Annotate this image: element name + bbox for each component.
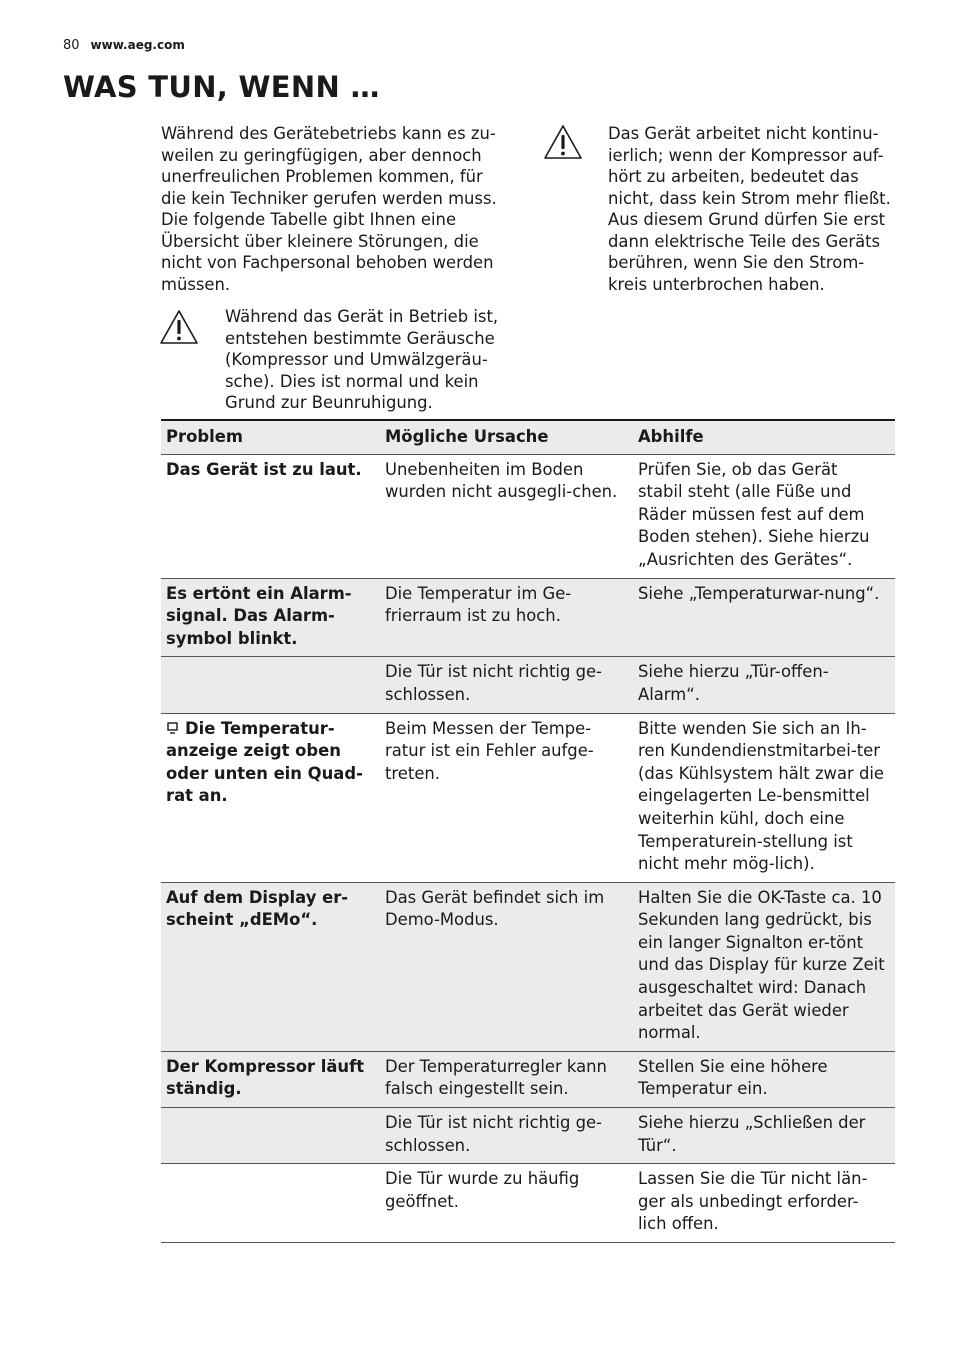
warning-triangle-icon bbox=[543, 124, 583, 160]
column-header-cause: Mögliche Ursache bbox=[380, 420, 633, 454]
cause-cell: Der Temperaturregler kann falsch eingestellt sein. bbox=[380, 1051, 633, 1107]
page-header bbox=[63, 38, 185, 53]
intro-paragraph: Während des Gerätebetriebs kann es zu-weilen zu geringfügigen, aber dennoch unerfreulichen Problemen kommen, für die kein Techniker gerufen werden muss. Die folgende Tabelle gibt Ihnen eine Übersicht über kleinere Störungen, die nicht von Fachpersonal behoben werden müssen. bbox=[161, 124, 497, 294]
table-row bbox=[161, 454, 895, 578]
table-row bbox=[161, 1164, 895, 1243]
cause-cell: Die Temperatur im Ge-frierraum ist zu hoch. bbox=[380, 578, 633, 657]
problem-cell: Der Kompressor läuft ständig. bbox=[161, 1051, 380, 1107]
table-header-row bbox=[161, 420, 895, 454]
remedy-cell: Prüfen Sie, ob das Gerät stabil steht (alle Füße und Räder müssen fest auf dem Boden stehen). Siehe hierzu „Ausrichten des Gerätes“. bbox=[633, 454, 895, 578]
table-row bbox=[161, 882, 895, 1051]
warning-triangle-icon bbox=[159, 309, 199, 345]
remedy-cell: Stellen Sie eine höhere Temperatur ein. bbox=[633, 1051, 895, 1107]
warning-power-text: Das Gerät arbeitet nicht kontinu-ierlich; wenn der Kompressor auf-hört zu arbeiten, bedeutet das nicht, dass kein Strom mehr fließt. Aus diesem Grund dürfen Sie erst dann elektrische Teile des Geräts berühren, wenn Sie den Strom-kreis unterbrochen haben. bbox=[608, 124, 891, 294]
problem-cell bbox=[161, 657, 380, 713]
table-row bbox=[161, 713, 895, 882]
problem-text: Die Temperatur-anzeige zeigt oben oder unten ein Quad-rat an. bbox=[166, 718, 363, 806]
page-title: WAS TUN, WENN … bbox=[63, 70, 380, 104]
problem-cell bbox=[161, 713, 380, 882]
problem-cell bbox=[161, 1108, 380, 1164]
table-row bbox=[161, 1108, 895, 1164]
troubleshooting-table bbox=[161, 419, 895, 1243]
column-header-remedy: Abhilfe bbox=[633, 420, 895, 454]
remedy-cell: Siehe hierzu „Tür-offen-Alarm“. bbox=[633, 657, 895, 713]
remedy-cell: Lassen Sie die Tür nicht län-ger als unbedingt erforder-lich offen. bbox=[633, 1164, 895, 1243]
remedy-cell: Siehe hierzu „Schließen der Tür“. bbox=[633, 1108, 895, 1164]
page-number: 80 bbox=[63, 38, 80, 53]
display-square-icon bbox=[166, 722, 179, 735]
cause-cell: Das Gerät befindet sich im Demo-Modus. bbox=[380, 882, 633, 1051]
remedy-cell: Halten Sie die OK-Taste ca. 10 Sekunden lang gedrückt, bis ein langer Signalton er-tönt und das Display für kurze Zeit ausgeschaltet wird: Danach arbeitet das Gerät wieder normal. bbox=[633, 882, 895, 1051]
problem-cell: Auf dem Display er-scheint „dEMo“. bbox=[161, 882, 380, 1051]
table-row bbox=[161, 657, 895, 713]
cause-cell: Die Tür wurde zu häufig geöffnet. bbox=[380, 1164, 633, 1243]
problem-cell: Es ertönt ein Alarm-signal. Das Alarm-symbol blinkt. bbox=[161, 578, 380, 657]
problem-cell bbox=[161, 1164, 380, 1243]
cause-cell: Unebenheiten im Boden wurden nicht ausgegli-chen. bbox=[380, 454, 633, 578]
warning-noise-text: Während das Gerät in Betrieb ist, entstehen bestimmte Geräusche (Kompressor und Umwälzgeräu-sche). Dies ist normal und kein Grund zur Beunruhigung. bbox=[225, 307, 499, 412]
website-url[interactable]: www.aeg.com bbox=[90, 38, 185, 52]
cause-cell: Die Tür ist nicht richtig ge-schlossen. bbox=[380, 1108, 633, 1164]
cause-cell: Beim Messen der Tempe-ratur ist ein Fehler aufge-treten. bbox=[380, 713, 633, 882]
remedy-cell: Bitte wenden Sie sich an Ih-ren Kundendienstmitarbei-ter (das Kühlsystem hält zwar die eingelagerten Le-bensmittel weiterhin kühl, doch eine Temperaturein-stellung ist nicht mehr mög-lich). bbox=[633, 713, 895, 882]
remedy-cell: Siehe „Temperaturwar-nung“. bbox=[633, 578, 895, 657]
cause-cell: Die Tür ist nicht richtig ge-schlossen. bbox=[380, 657, 633, 713]
column-header-problem: Problem bbox=[161, 420, 380, 454]
table-row bbox=[161, 1051, 895, 1107]
problem-cell: Das Gerät ist zu laut. bbox=[161, 454, 380, 578]
table-row bbox=[161, 578, 895, 657]
